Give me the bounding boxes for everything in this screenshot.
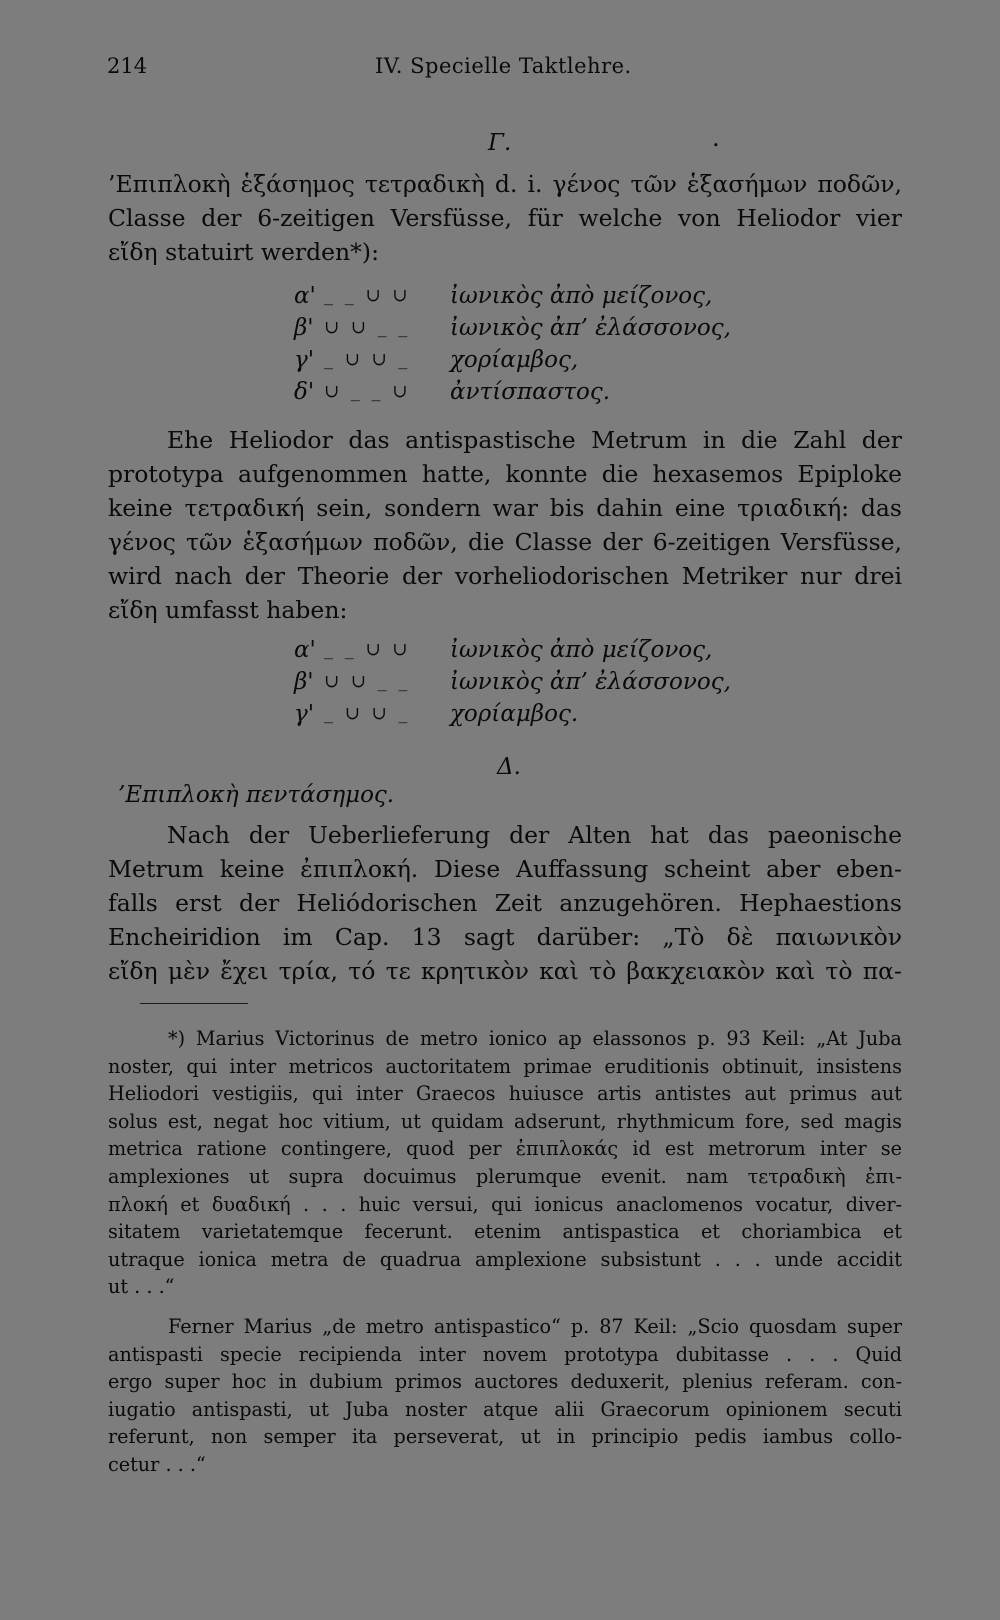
footnote-line: noster, qui inter metricos auctoritatem primae eruditionis obtinuit, insistens xyxy=(108,1054,902,1078)
meter-row xyxy=(294,344,731,376)
meter-row xyxy=(294,312,731,344)
meter-number: δ' xyxy=(294,379,315,405)
text-line: wird nach der Theorie der vorheliodorischen Metriker nur drei xyxy=(108,562,902,590)
page-number: 214 xyxy=(107,54,148,78)
meter-number: α' xyxy=(294,283,316,309)
meter-row xyxy=(294,280,731,312)
meter-list-four xyxy=(294,280,731,408)
meter-greek: χορίαμβος. xyxy=(450,701,579,727)
text-line: Encheiridion im Cap. 13 sagt darüber: „Τὸ δὲ παιωνικὸν xyxy=(108,923,902,951)
meter-greek: ἰωνικὸς ἀπὸ μείζονος, xyxy=(450,283,713,309)
text-line: Nach der Ueberlieferung der Alten hat das paeonische xyxy=(167,821,902,849)
running-header xyxy=(107,54,902,88)
meter-number: β' xyxy=(294,315,314,341)
footnote-marius-victorinus xyxy=(108,1025,902,1301)
meter-feet: _ _ ∪ ∪ xyxy=(324,639,411,660)
meter-row xyxy=(294,698,731,730)
meter-list-three xyxy=(294,634,731,730)
footnote-line: amplexiones ut supra docuimus plerumque evenit. nam τετραδικὴ ἐπι- xyxy=(108,1164,902,1188)
section-subtitle: ’Επιπλοκὴ πεντάσημος. xyxy=(118,782,395,808)
meter-number: γ' xyxy=(294,347,315,373)
text-line: Classe der 6-zeitigen Versfüsse, für welche von Heliodor vier xyxy=(108,204,902,232)
text-line: keine τετραδική sein, sondern war bis dahin eine τριαδική: das xyxy=(108,494,902,522)
footnote-line: sitatem varietatemque fecerunt. etenim antispastica et choriambica et xyxy=(108,1220,902,1244)
stray-dot: . xyxy=(712,124,720,152)
meter-number: γ' xyxy=(294,701,315,727)
text-line: ’Επιπλοκὴ ἑξάσημος τετραδικὴ d. i. γένος τῶν ἑξασήμων ποδῶν, xyxy=(108,170,902,198)
meter-feet: _ ∪ ∪ _ xyxy=(324,703,411,724)
paragraph-epiploke-hexasemos xyxy=(108,167,902,269)
text-line: prototypa aufgenommen hatte, konnte die hexasemos Epiploke xyxy=(108,460,902,488)
footnote-line: solus est, negat hoc vitium, ut quidam adserunt, rhythmicum fore, sed magis xyxy=(108,1109,902,1133)
meter-feet: _ ∪ ∪ _ xyxy=(324,349,411,370)
text-line: falls erst der Heliódorischen Zeit anzugehören. Hephaestions xyxy=(108,889,902,917)
meter-feet: ∪ _ _ ∪ xyxy=(324,381,411,402)
text-line: εἴδη statuirt werden*): xyxy=(108,238,380,266)
footnote-line: πλοκή et δυαδική . . . huic versui, qui ionicus anaclomenos vocatur, diver- xyxy=(108,1192,902,1216)
footnote-antispastico xyxy=(108,1313,902,1479)
footnote-line: iugatio antispasti, ut Juba noster atque alii Graecorum opinionem secuti xyxy=(108,1397,902,1421)
meter-greek: ἀντίσπαστος. xyxy=(450,379,611,405)
text-line: εἴδη μὲν ἔχει τρία, τό τε κρητικὸν καὶ τὸ βακχειακὸν καὶ τὸ πα- xyxy=(108,957,902,985)
footnote-line: ergo super hoc in dubium primos auctores deduxerit, plenius referam. con- xyxy=(108,1370,902,1394)
footnote-line: cetur . . .“ xyxy=(108,1452,206,1476)
footnote-line: Heliodori vestigiis, qui inter Graecos huiusce artis antistes aut primus aut xyxy=(108,1082,902,1106)
footnote-line: metrica ratione contingere, quod per ἐπιπλοκάς id est metrorum inter se xyxy=(108,1137,902,1161)
meter-row xyxy=(294,666,731,698)
footnote-rule xyxy=(140,1003,248,1004)
footnote-line: referunt, non semper ita perseverat, ut in principio pedis iambus collo- xyxy=(108,1425,902,1449)
footnote-line: *) Marius Victorinus de metro ionico ap elassonos p. 93 Keil: „At Juba xyxy=(168,1027,902,1050)
meter-row xyxy=(294,376,731,408)
running-title: IV. Specielle Taktlehre. xyxy=(375,54,632,78)
meter-feet: ∪ ∪ _ _ xyxy=(324,317,411,338)
meter-greek: ἰωνικὸς ἀπ’ ἐλάσσονος, xyxy=(450,315,731,341)
text-line: Metrum keine ἐπιπλοκή. Diese Auffassung scheint aber eben- xyxy=(108,855,902,883)
meter-row xyxy=(294,634,731,666)
text-line: Ehe Heliodor das antispastische Metrum in die Zahl der xyxy=(167,426,902,454)
meter-greek: ἰωνικὸς ἀπ’ ἐλάσσονος, xyxy=(450,669,731,695)
meter-greek: ἰωνικὸς ἀπὸ μείζονος, xyxy=(450,637,713,663)
meter-number: α' xyxy=(294,637,316,663)
section-heading-delta: Δ. xyxy=(497,754,521,780)
section-heading-gamma: Γ. xyxy=(488,130,512,156)
footnote-line: ut . . .“ xyxy=(108,1275,175,1299)
meter-greek: χορίαμβος, xyxy=(450,347,579,373)
meter-feet: _ _ ∪ ∪ xyxy=(324,285,411,306)
text-line: γένος τῶν ἑξασήμων ποδῶν, die Classe der 6-zeitigen Versfüsse, xyxy=(108,528,902,556)
paragraph-heliodor xyxy=(108,423,902,627)
text-line: εἴδη umfasst haben: xyxy=(108,596,348,624)
meter-number: β' xyxy=(294,669,314,695)
meter-feet: ∪ ∪ _ _ xyxy=(324,671,411,692)
footnote-line: Ferner Marius „de metro antispastico“ p. 87 Keil: „Scio quosdam super xyxy=(168,1315,902,1338)
footnote-line: antispasti specie recipienda inter novem prototypa dubitasse . . . Quid xyxy=(108,1342,902,1366)
footnote-line: utraque ionica metra de quadrua amplexione subsistunt . . . unde accidit xyxy=(108,1247,902,1271)
paragraph-paeonic xyxy=(108,818,902,988)
